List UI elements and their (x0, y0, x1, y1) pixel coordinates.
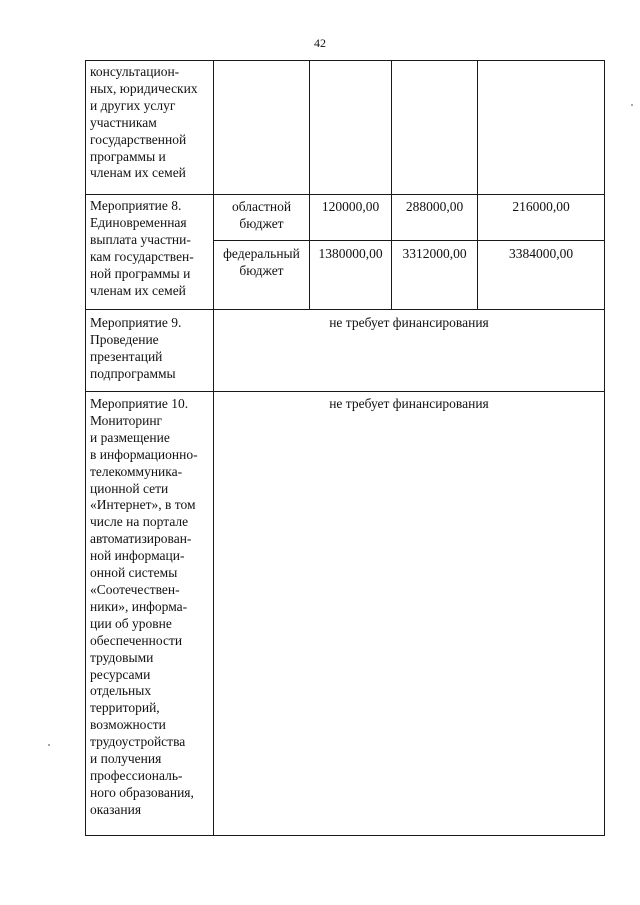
measure-10-label: Мероприятие 10. Мониторинг и размещение в информационно- телекоммуника- ционной сети «Интернет», в том числе на портале автоматизирован- ной информаци- онной системы «Соотечествен- ники», информа- ции об уровне обеспеченности трудовыми ресурсами отдельных территорий, возможности трудоустройства и получения профессиональ- ного образования, оказания (90, 396, 198, 817)
federal-value-3: 3384000,00 (508, 246, 574, 261)
column-divider (309, 60, 310, 310)
federal-value-2: 3312000,00 (402, 246, 467, 261)
row-divider (85, 309, 605, 310)
scan-artifact (631, 104, 633, 106)
regional-value-2: 288000,00 (405, 199, 464, 214)
federal-value-1: 1380000,00 (318, 246, 383, 261)
table-border-right (604, 60, 605, 836)
continuation-label: консультацион- ных, юридических и других услуг участникам государственной программы и членам их семей (90, 64, 198, 181)
measure-9-funding-note: не требует финансирования (329, 315, 489, 330)
subrow-divider (213, 240, 605, 241)
measure-10-funding-note: не требует финансирования (329, 396, 489, 411)
federal-budget-label: федеральный бюджет (223, 246, 300, 278)
table-border-top (85, 60, 605, 61)
column-divider (477, 60, 478, 310)
regional-budget-label: областной бюджет (231, 199, 292, 231)
column-divider (213, 60, 214, 836)
row-divider (85, 391, 605, 392)
scan-artifact (48, 744, 50, 746)
regional-value-3: 216000,00 (512, 199, 570, 214)
row-divider (85, 194, 605, 195)
regional-value-1: 120000,00 (321, 199, 380, 214)
page-number: 42 (314, 36, 326, 50)
measure-9-label: Мероприятие 9. Проведение презентаций подпрограммы (90, 315, 182, 381)
column-divider (391, 60, 392, 310)
table-border-left (85, 60, 86, 836)
measure-8-label: Мероприятие 8. Единовременная выплата участни- кам государствен- ной программы и членам их семей (90, 198, 194, 298)
table-border-bottom (85, 835, 605, 836)
